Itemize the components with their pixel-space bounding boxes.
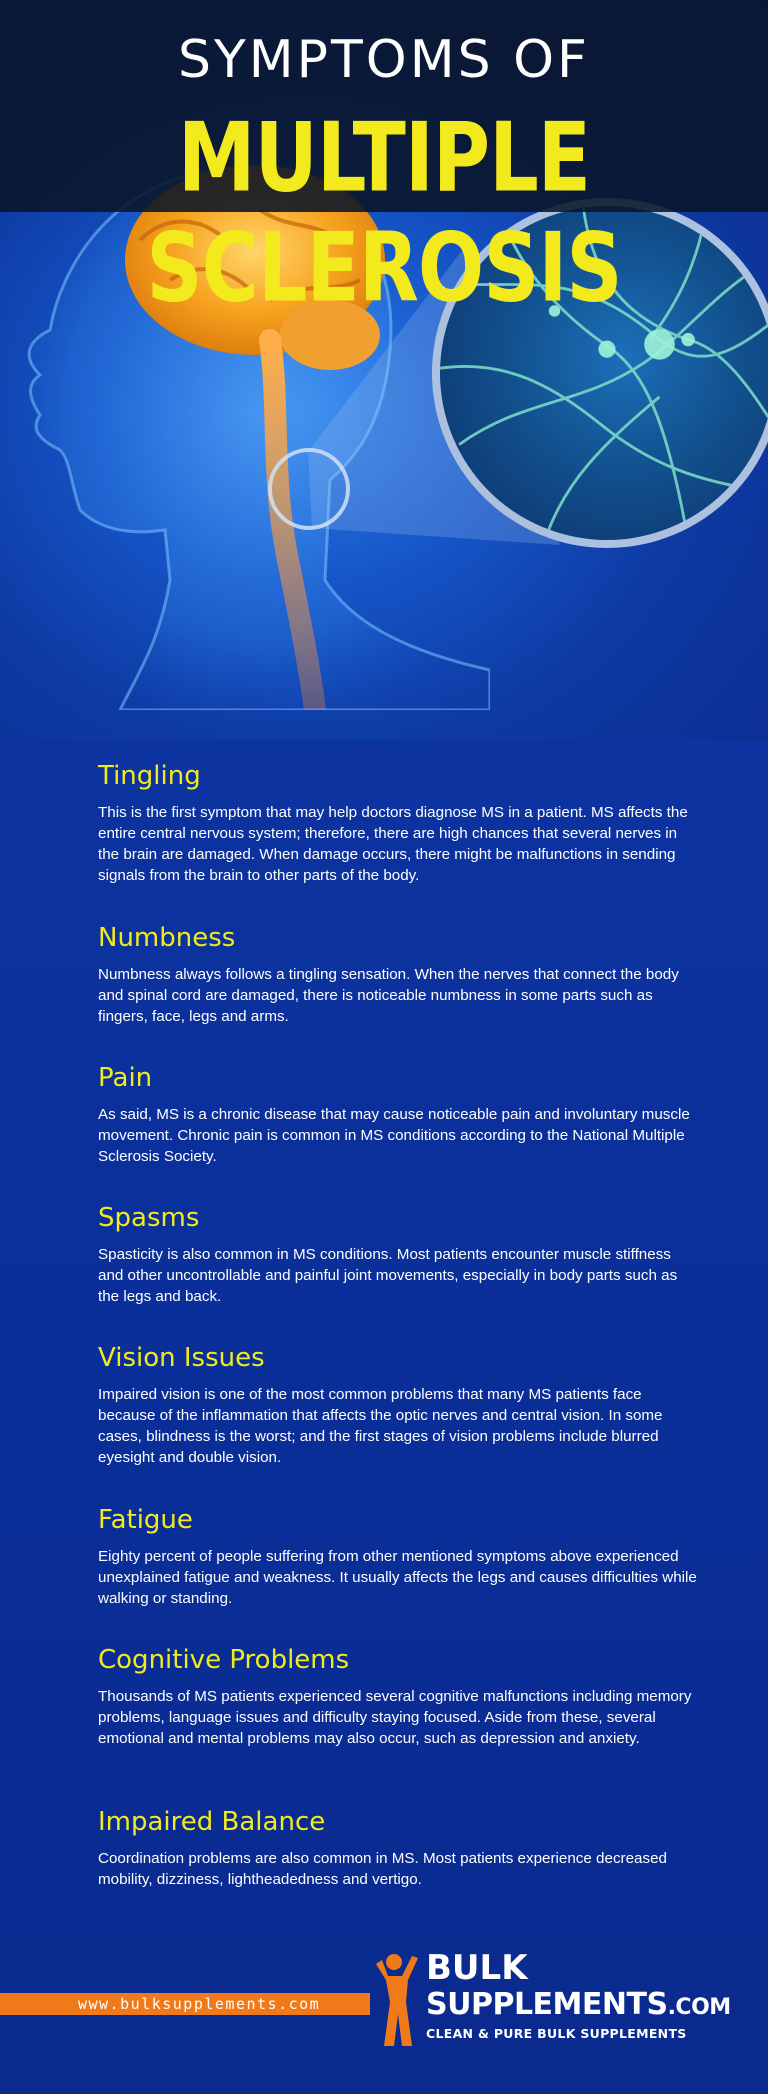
title-line-1: SYMPTOMS OF <box>178 30 590 90</box>
symptom-heading: Numbness <box>98 923 236 953</box>
symptom-description: Spasticity is also common in MS conditions. Most patients encounter muscle stiffness and other uncontrollable and painful joint movements, especially in body parts such as the legs and back. <box>98 1246 678 1305</box>
symptom-description: As said, MS is a chronic disease that may cause noticeable pain and involuntary muscle movement. Chronic pain is common in MS conditions according to the National Multiple Sclerosis Society. <box>98 1106 690 1165</box>
symptom-numbness <box>98 922 698 1027</box>
symptom-pain <box>98 1062 698 1167</box>
symptom-heading: Pain <box>98 1063 153 1093</box>
title-band <box>0 0 768 324</box>
brand-tagline: CLEAN & PURE BULK SUPPLEMENTS <box>426 2026 687 2041</box>
symptom-vision-issues <box>98 1342 698 1468</box>
bulk-logo-figure-icon <box>372 1950 420 2050</box>
symptom-spasms <box>98 1202 698 1307</box>
brand-logo-bulk: BULK <box>426 1948 528 1988</box>
symptom-description: Coordination problems are also common in MS. Most patients experience decreased mobility, dizziness, lightheadedness and vertigo. <box>98 1850 667 1888</box>
brand-logo-supplements <box>426 1988 731 2025</box>
symptom-description: Thousands of MS patients experienced several cognitive malfunctions including memory problems, language issues and difficulty staying focused. Aside from these, several emotional and mental problems may also occur, such as depression and anxiety. <box>98 1688 692 1747</box>
zoom-origin-circle <box>268 448 350 530</box>
symptom-impaired-balance <box>98 1806 698 1890</box>
brand-logo-supplements-text: SUPPLEMENTS <box>426 1987 668 2022</box>
symptom-description: Impaired vision is one of the most common problems that many MS patients face because of the inflammation that affects the optic nerves and central vision. In some cases, blindness is the worst; and the first stages of vision problems include blurred eyesight and double vision. <box>98 1386 663 1466</box>
brand-logo-suffix: .COM <box>667 1995 731 2020</box>
symptom-heading: Fatigue <box>98 1505 193 1535</box>
symptom-heading: Impaired Balance <box>98 1807 326 1837</box>
title-line-2: MULTIPLE SCLEROSIS <box>146 104 622 324</box>
symptom-cognitive-problems <box>98 1644 698 1749</box>
website-link[interactable]: www.bulksupplements.com <box>78 1995 321 2013</box>
symptom-fatigue <box>98 1504 698 1609</box>
symptom-description: Eighty percent of people suffering from other mentioned symptoms above experienced unexplained fatigue and weakness. It usually affects the legs and causes difficulties while walking or standing. <box>98 1548 697 1607</box>
symptom-heading: Spasms <box>98 1203 200 1233</box>
symptom-description: Numbness always follows a tingling sensation. When the nerves that connect the body and spinal cord are damaged, there is noticeable numbness in some parts such as fingers, face, legs and arms. <box>98 966 679 1025</box>
symptom-description: This is the first symptom that may help doctors diagnose MS in a patient. MS affects the entire central nervous system; therefore, there are high chances that several nerves in the brain are damaged. When damage occurs, there might be malfunctions in sending signals from the brain to other parts of the body. <box>98 804 688 884</box>
symptom-heading: Cognitive Problems <box>98 1645 350 1675</box>
symptom-heading: Tingling <box>98 761 201 791</box>
symptom-tingling <box>98 760 698 886</box>
symptom-heading: Vision Issues <box>98 1343 265 1373</box>
hero-illustration <box>0 0 768 740</box>
